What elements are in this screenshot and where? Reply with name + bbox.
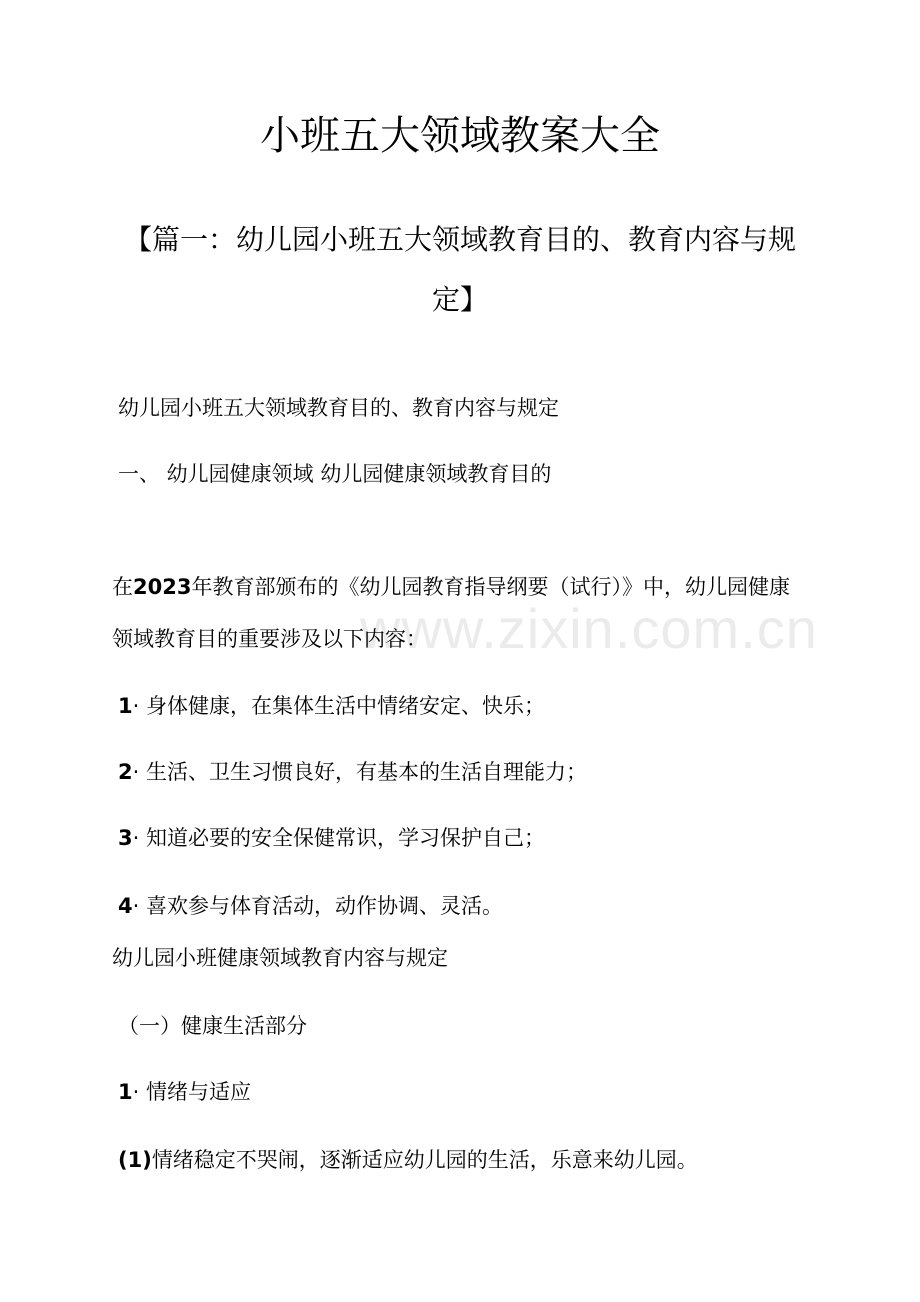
goal-number: 3 bbox=[118, 826, 133, 850]
goal-item-3 bbox=[118, 823, 808, 853]
intro-year: 2023 bbox=[133, 575, 192, 599]
intro-prefix: 在 bbox=[112, 575, 133, 599]
document-subtitle: 【篇一：幼儿园小班五大领域教育目的、教育内容与规定】 bbox=[123, 223, 796, 316]
section-one-heading: 一、 幼儿园健康领域 幼儿园健康领域教育目的 bbox=[118, 462, 552, 486]
item-text: · 情绪与适应 bbox=[132, 1080, 251, 1104]
goal-item-4 bbox=[118, 891, 808, 921]
goal-number: 2 bbox=[118, 760, 133, 784]
goal-text: · 知道必要的安全保健常识，学习保护自己； bbox=[132, 826, 545, 850]
document-title: 小班五大领域教案大全 bbox=[260, 113, 660, 159]
goal-text: · 生活、卫生习惯良好，有基本的生活自理能力； bbox=[132, 760, 587, 784]
goal-text: · 喜欢参与体育活动，动作协调、灵活。 bbox=[132, 894, 503, 918]
intro-paragraph bbox=[112, 561, 802, 665]
sub-item-text: 情绪稳定不哭闹，逐渐适应幼儿园的生活，乐意来幼儿园。 bbox=[151, 1148, 698, 1172]
goal-item-1 bbox=[118, 691, 808, 721]
item-number: 1 bbox=[118, 1080, 133, 1104]
content-heading: 幼儿园小班健康领域教育内容与规定 bbox=[112, 946, 448, 970]
watermark: www.zixin.com.cn bbox=[360, 597, 818, 660]
sub-item-one bbox=[118, 1145, 808, 1175]
item-one bbox=[118, 1077, 808, 1107]
part-one-heading: （一）健康生活部分 bbox=[118, 1014, 307, 1038]
heading-line: 幼儿园小班五大领域教育目的、教育内容与规定 bbox=[118, 396, 559, 420]
goal-item-2 bbox=[118, 757, 808, 787]
goal-number: 4 bbox=[118, 894, 133, 918]
goal-text: · 身体健康，在集体生活中情绪安定、快乐； bbox=[132, 694, 545, 718]
intro-rest: 年教育部颁布的《幼儿园教育指导纲要（试行）》中，幼儿园健康领域教育目的重要涉及以下内容： bbox=[112, 575, 790, 651]
goal-number: 1 bbox=[118, 694, 133, 718]
sub-item-number: (1) bbox=[118, 1148, 152, 1172]
